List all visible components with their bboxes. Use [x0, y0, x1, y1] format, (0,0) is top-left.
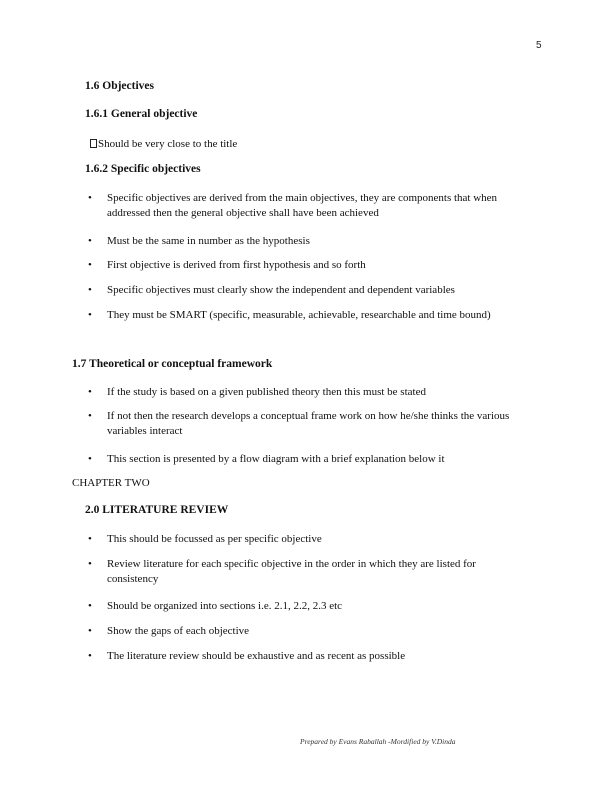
list-item-text: This section is presented by a flow diagram with a brief explanation below it — [107, 453, 445, 465]
list-item-text: First objective is derived from first hypothesis and so forth — [107, 259, 366, 271]
list-item-text: Must be the same in number as the hypothesis — [107, 235, 310, 247]
bullet-icon: • — [88, 259, 92, 271]
bullet-icon: • — [88, 386, 92, 398]
bullet-icon: • — [88, 309, 92, 321]
heading-2-0: 2.0 LITERATURE REVIEW — [85, 504, 229, 516]
general-objective-note-text: Should be very close to the title — [98, 138, 238, 150]
list-item-text: If the study is based on a given published theory then this must be stated — [107, 386, 426, 398]
list-item-text: Should be organized into sections i.e. 2.1, 2.2, 2.3 etc — [107, 600, 343, 612]
list-item-text: The literature review should be exhaustive and as recent as possible — [107, 650, 406, 662]
page-footer: Prepared by Evans Raballah -Mordified by V.Dinda — [300, 737, 456, 746]
general-objective-note — [90, 138, 237, 150]
list-item-text: Specific objectives must clearly show the independent and dependent variables — [107, 284, 455, 296]
heading-1-6-2: 1.6.2 Specific objectives — [85, 163, 201, 175]
missing-glyph-box-icon — [90, 139, 97, 148]
heading-1-6-1: 1.6.1 General objective — [85, 108, 198, 120]
bullet-icon: • — [88, 533, 92, 545]
bullet-icon: • — [88, 558, 92, 570]
page-number: 5 — [536, 40, 542, 51]
list-item-text: If not then the research develops a conceptual frame work on how he/she thinks the various variables interact — [107, 410, 510, 437]
bullet-icon: • — [88, 600, 92, 612]
bullet-icon: • — [88, 625, 92, 637]
bullet-icon: • — [88, 235, 92, 247]
list-item-text: Specific objectives are derived from the main objectives, they are components that when addressed then the general objective shall have been achieved — [107, 192, 498, 219]
bullet-icon: • — [88, 650, 92, 662]
heading-1-7: 1.7 Theoretical or conceptual framework — [72, 358, 273, 370]
list-item-text: This should be focussed as per specific objective — [107, 533, 322, 545]
bullet-icon: • — [88, 410, 92, 422]
list-item-text: Show the gaps of each objective — [107, 625, 250, 637]
list-item-text: Review literature for each specific objective in the order in which they are listed for consistency — [107, 558, 476, 585]
bullet-icon: • — [88, 192, 92, 204]
heading-1-6: 1.6 Objectives — [85, 80, 154, 92]
bullet-icon: • — [88, 453, 92, 465]
list-item-text: They must be SMART (specific, measurable, achievable, researchable and time bound) — [107, 309, 491, 321]
chapter-label: CHAPTER TWO — [72, 477, 150, 489]
bullet-icon: • — [88, 284, 92, 296]
